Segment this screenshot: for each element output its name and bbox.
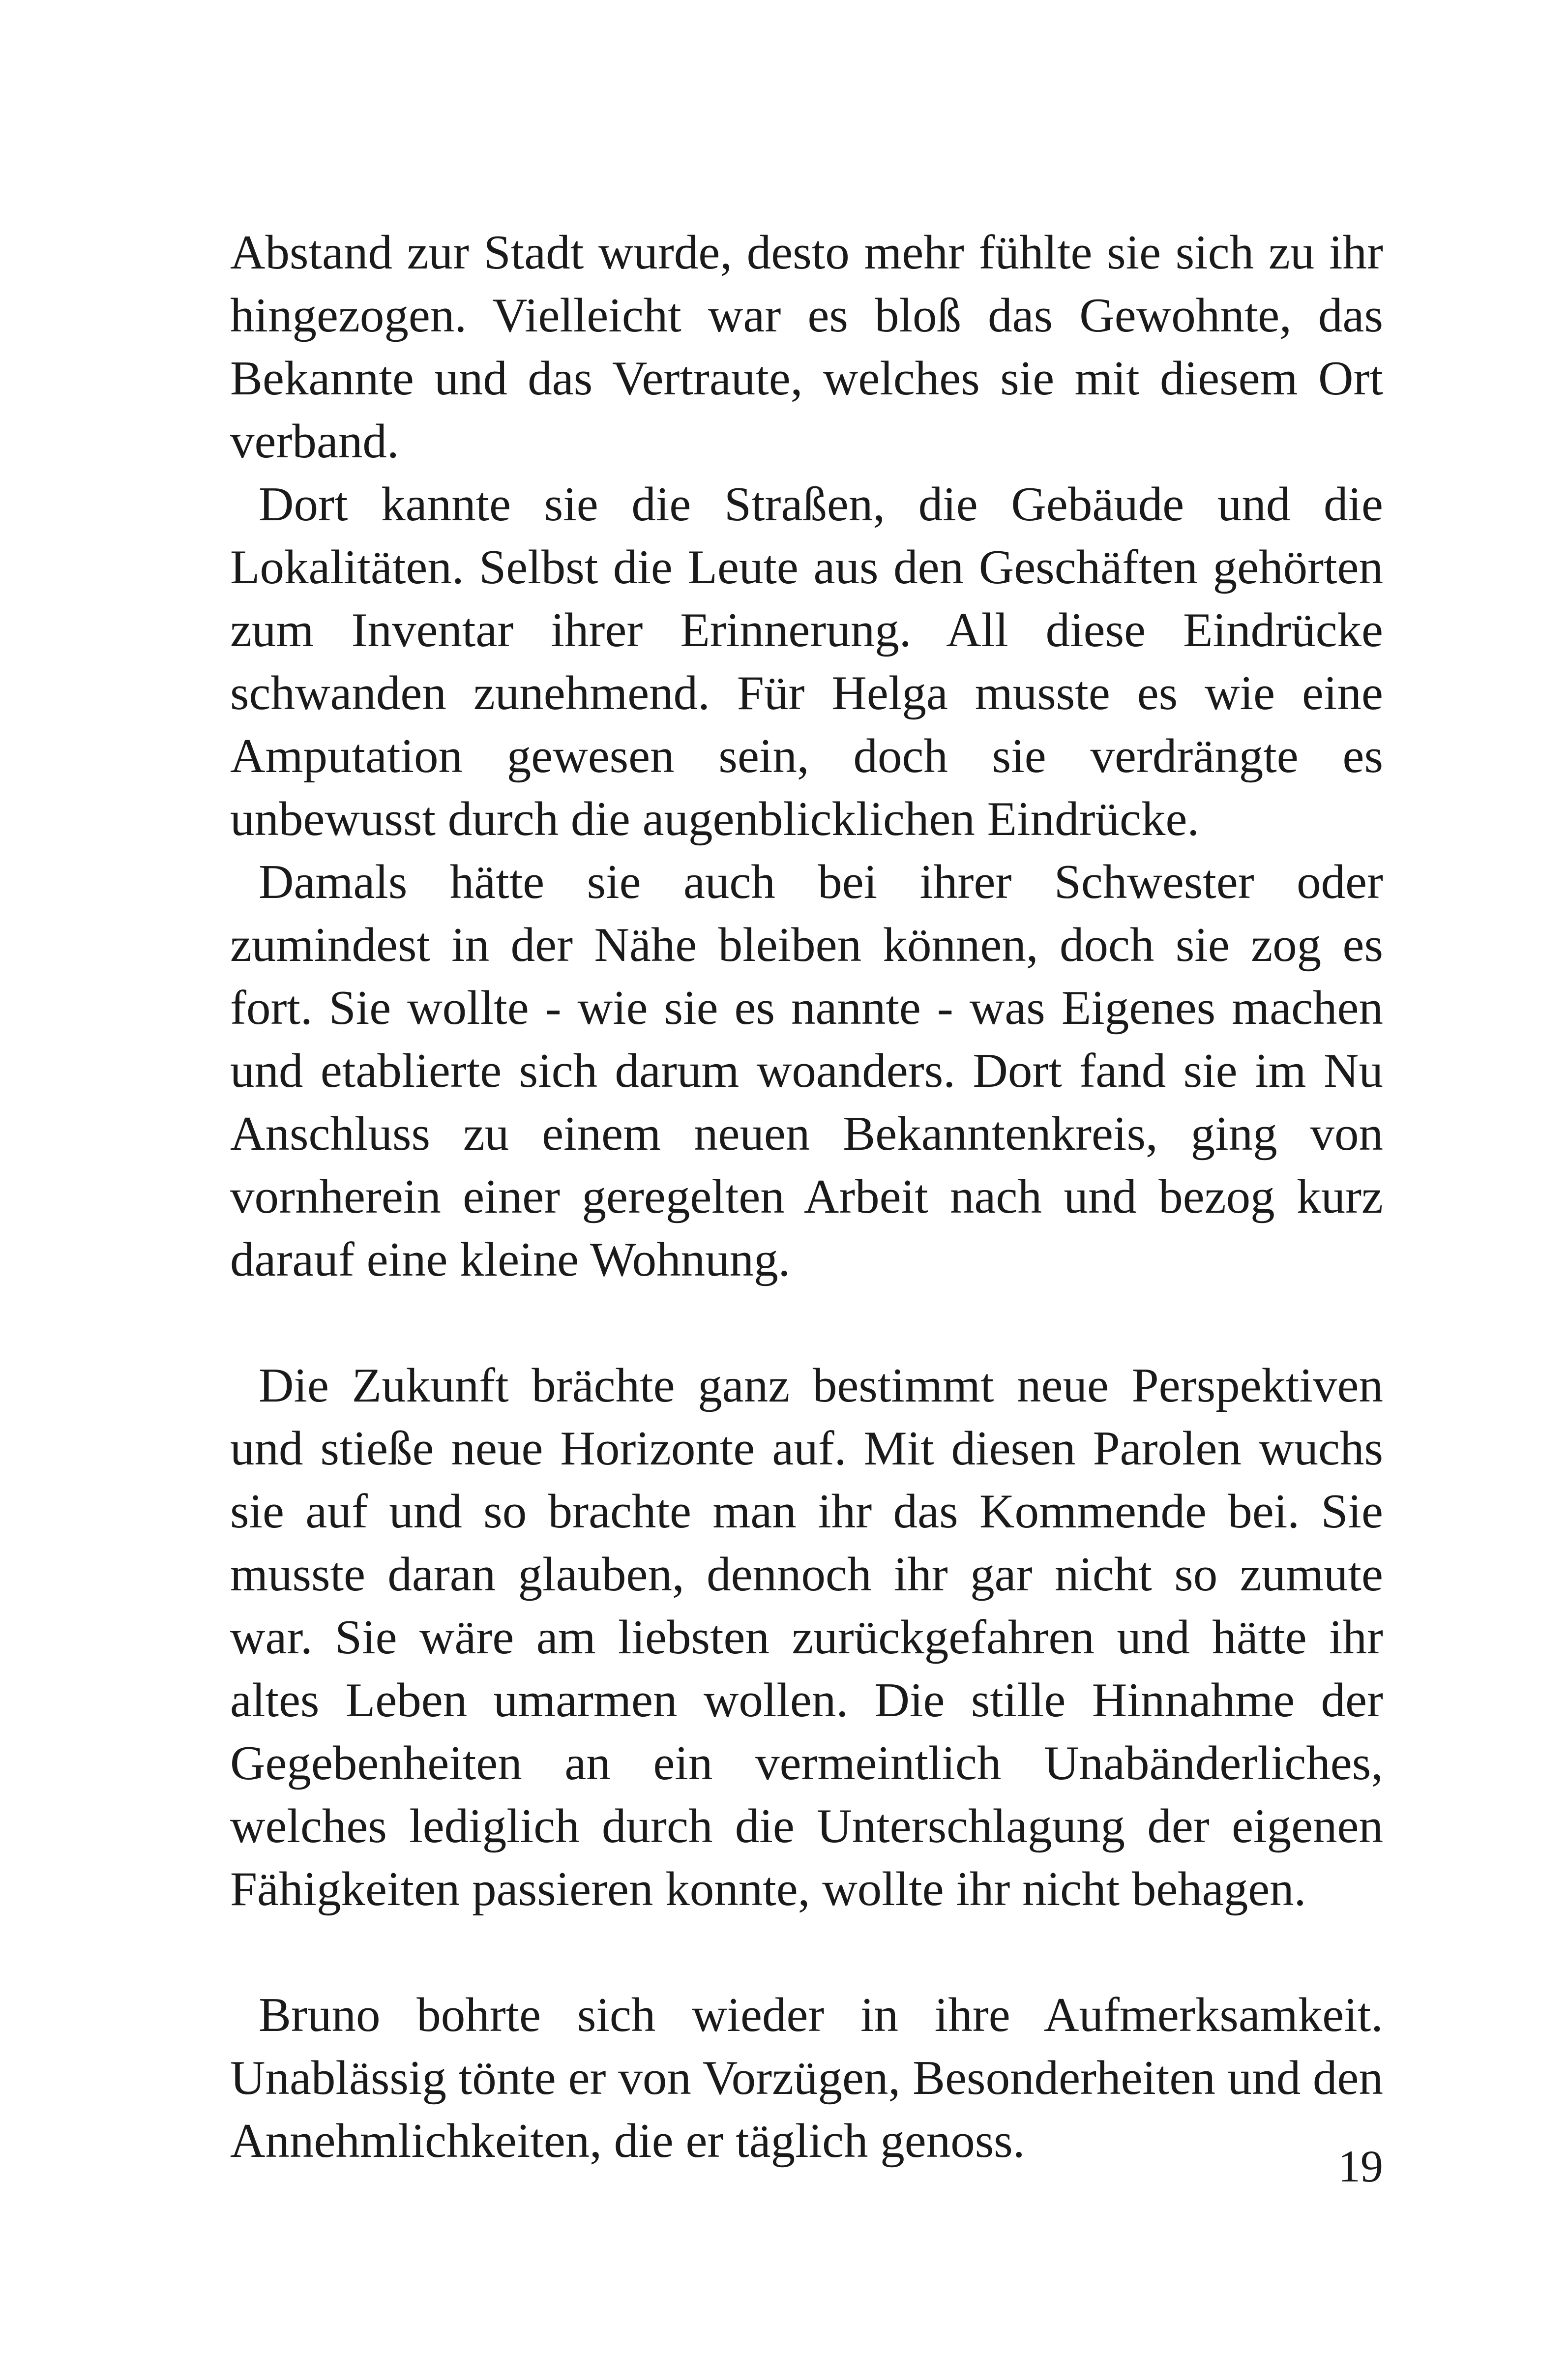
- paragraph: Bruno bohrte sich wieder in ihre Aufmerksamkeit. Unablässig tönte er von Vorzügen, Besonderheiten und den Annehmlichkeiten, die er täglich genoss.: [230, 1988, 1383, 2168]
- page-number: 19: [1338, 2141, 1383, 2191]
- paragraph: Damals hätte sie auch bei ihrer Schwester oder zumindest in der Nähe bleiben können, doch sie zog es fort. Sie wollte - wie sie es nannte - was Eigenes machen und etablierte sich darum woanders. Dort fand sie im Nu Anschluss zu einem neuen Bekanntenkreis, ging von vornherein einer geregelten Arbeit nach und bezog kurz darauf eine kleine Wohnung.: [230, 855, 1383, 1286]
- paragraph: Abstand zur Stadt wurde, desto mehr fühlte sie sich zu ihr hingezogen. Vielleicht war es bloß das Gewohnte, das Bekannte und das Vertraute, welches sie mit diesem Ort verband.: [230, 226, 1383, 468]
- paragraph: Die Zukunft brächte ganz bestimmt neue Perspektiven und stieße neue Horizonte auf. Mit diesen Parolen wuchs sie auf und so brachte man ihr das Kommende bei. Sie musste daran glauben, dennoch ihr gar nicht so zumute war. Sie wäre am liebsten zurückgefahren und hätte ihr altes Leben umarmen wollen. Die stille Hinnahme der Gegebenheiten an ein vermeintlich Unabänderliches, welches lediglich durch die Unterschlagung der eigenen Fähigkeiten passieren konnte, wollte ihr nicht behagen.: [230, 1359, 1383, 1916]
- body-text: [230, 221, 1383, 2173]
- paragraph: Dort kannte sie die Straßen, die Gebäude und die Lokalitäten. Selbst die Leute aus den Geschäften gehörten zum Inventar ihrer Erinnerung. All diese Eindrücke schwanden zunehmend. Für Helga musste es wie eine Amputation gewesen sein, doch sie verdrängte es unbewusst durch die augenblicklichen Eindrücke.: [230, 478, 1383, 846]
